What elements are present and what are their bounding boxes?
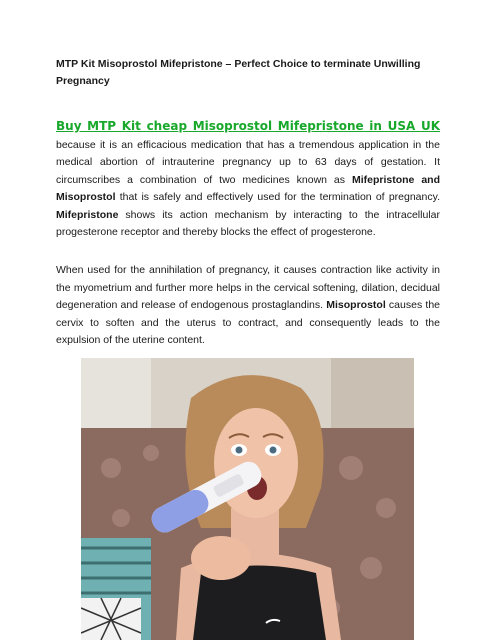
paragraph-intro-text-c: shows its action mechanism by interacting to the intracellular progesterone receptor and thereby blocks the effect of progesterone. (56, 208, 440, 238)
photo-illustration (81, 358, 414, 640)
paragraph-intro-bold-b: Mifepristone (56, 208, 119, 221)
buy-mtp-kit-link[interactable]: Buy MTP Kit cheap Misoprostol Mifepristone in USA UK (56, 119, 440, 133)
paragraph-mechanism-text-b: causes the cervix to soften and the uterus to contract, and consequently leads to the expulsion of the uterine content. (56, 299, 440, 346)
paragraph-mechanism (56, 262, 440, 350)
paragraph-intro-bold-a: Mifepristone and Misoprostol (56, 173, 440, 203)
paragraph-intro-text-a: because it is an efficacious medication that has a tremendous application in the medical abortion of intrauterine pregnancy up to 63 days of gestation. It circumscribes a combination of two medicines known as (56, 138, 440, 186)
document-title: MTP Kit Misoprostol Mifepristone – Perfect Choice to terminate Unwilling Pregnancy (56, 58, 421, 87)
paragraph-mechanism-bold-a: Misoprostol (326, 299, 386, 311)
paragraph-intro-text-b: that is safely and effectively used for the termination of pregnancy. (115, 191, 440, 203)
pregnancy-test-photo (81, 358, 414, 640)
paragraph-intro (56, 118, 440, 242)
paragraph-mechanism-text-a: When used for the annihilation of pregnancy, it causes contraction like activity in the myometrium and further more helps in the cervical softening, dilation, decidual degeneration and release of endogenous prostaglandins. (56, 264, 440, 311)
